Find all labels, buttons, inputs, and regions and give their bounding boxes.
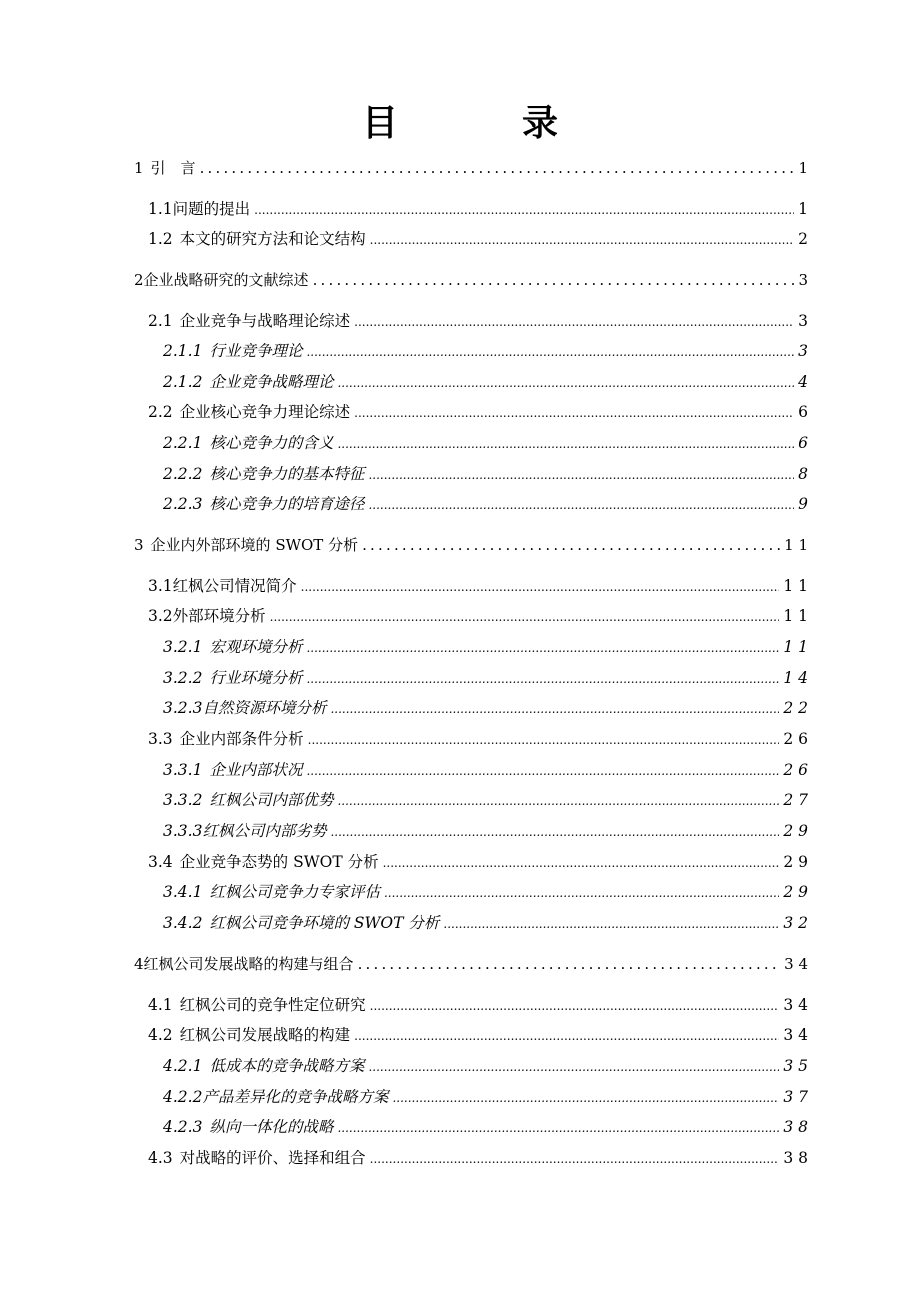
toc-entry-title: 企业内部条件分析 (179, 730, 304, 748)
toc-dot-leader (270, 604, 780, 630)
toc-entry-page: 3 7 (783, 1088, 808, 1106)
toc-entry[interactable] (134, 267, 808, 293)
toc-entry[interactable] (134, 532, 808, 558)
toc-entry[interactable] (163, 1053, 808, 1079)
toc-entry-title: 企业核心竞争力理论综述 (179, 403, 351, 421)
toc-entry-number: 4.2 (148, 1026, 173, 1044)
toc-entry-number: 1.2 (148, 230, 173, 248)
toc-dot-leader (368, 492, 794, 518)
toc-dot-leader (337, 788, 779, 814)
toc-entry[interactable] (148, 849, 808, 875)
toc-entry-title: 宏观环境分析 (209, 638, 303, 656)
toc-entry[interactable] (163, 461, 808, 487)
toc-entry-number: 2.2.3 (163, 495, 203, 513)
toc-entry-page: 1 (798, 159, 808, 177)
toc-entry-number: 4.1 (148, 996, 173, 1014)
toc-entry-title: 红枫公司的竞争性定位研究 (179, 996, 366, 1014)
toc-entry-page: 9 (798, 495, 808, 513)
toc-entry-title: 企业竞争战略理论 (209, 373, 334, 391)
toc-dot-leader (370, 1146, 780, 1172)
toc-entry-title: 红枫公司内部劣势 (202, 822, 327, 840)
toc-entry-number: 3.2.3 (163, 699, 203, 717)
toc-dot-leader (313, 267, 795, 293)
toc-entry[interactable] (163, 787, 808, 813)
toc-entry-page: 2 9 (783, 822, 808, 840)
toc-entry-number: 3.3.3 (163, 822, 203, 840)
toc-entry-title: 红枫公司竞争力专家评估 (209, 883, 380, 901)
toc-entry[interactable] (163, 879, 808, 905)
toc-entry-page: 2 6 (783, 761, 808, 779)
toc-entry-number: 2.1.1 (163, 342, 203, 360)
toc-dot-leader (306, 666, 779, 692)
toc-entry-title: 核心竞争力的含义 (209, 434, 334, 452)
toc-entry-number: 3.2.1 (163, 638, 203, 656)
toc-entry-number: 4.2.3 (163, 1118, 203, 1136)
toc-entry[interactable] (148, 992, 808, 1018)
toc-entry-title: 引 言 (150, 159, 196, 177)
toc-entry[interactable] (163, 757, 808, 783)
toc-entry-title: 红枫公司竞争环境的 SWOT 分析 (209, 914, 440, 932)
toc-entry-page: 1 1 (784, 536, 808, 554)
toc-entry-title: 企业竞争态势的 SWOT 分析 (179, 853, 379, 871)
toc-entry-page: 1 (798, 200, 808, 218)
toc-entry[interactable] (163, 634, 808, 660)
toc-entry-title: 问题的提出 (172, 200, 251, 218)
page-title: 目 录 (361, 103, 602, 144)
toc-entry-title: 红枫公司发展战略的构建与组合 (143, 955, 354, 973)
toc-entry[interactable] (163, 818, 808, 844)
toc-entry-page: 3 (798, 271, 808, 289)
toc-entry-title: 红枫公司发展战略的构建 (179, 1026, 351, 1044)
toc-entry-page: 3 4 (783, 1026, 808, 1044)
toc-entry-title: 行业竞争理论 (209, 342, 303, 360)
toc-entry[interactable] (148, 226, 808, 252)
toc-entry-number: 3.3 (148, 730, 173, 748)
toc-entry-title: 核心竞争力的培育途径 (209, 495, 365, 513)
toc-entry-title: 企业竞争与战略理论综述 (179, 312, 351, 330)
toc-entry-number: 1.1 (148, 200, 173, 218)
toc-entry-number: 3.4.1 (163, 883, 203, 901)
toc-entry[interactable] (163, 665, 808, 691)
toc-dot-leader (368, 462, 794, 488)
toc-entry-title: 行业环境分析 (209, 669, 303, 687)
toc-entry-title: 对战略的评价、选择和组合 (179, 1149, 366, 1167)
toc-entry-number: 2.1 (148, 312, 173, 330)
toc-entry-number: 2 (134, 271, 144, 289)
toc-entry-number: 3.3.1 (163, 761, 203, 779)
toc-entry-page: 2 7 (783, 791, 808, 809)
toc-entry-number: 4.2.2 (163, 1088, 203, 1106)
toc-entry-page: 2 9 (783, 883, 808, 901)
toc-dot-leader (306, 339, 794, 365)
toc-dot-leader (337, 431, 794, 457)
toc-dot-leader (370, 993, 780, 1019)
toc-entry-title: 红枫公司内部优势 (209, 791, 334, 809)
toc-entry[interactable] (163, 910, 808, 936)
toc-dot-leader (254, 197, 794, 223)
toc-dot-leader (368, 1054, 779, 1080)
toc-entry-title: 纵向一体化的战略 (209, 1118, 334, 1136)
toc-entry-number: 2.2.1 (163, 434, 203, 452)
toc-entry-page: 1 1 (783, 607, 808, 625)
toc-entry[interactable] (148, 308, 808, 334)
toc-entry-title: 企业战略研究的文献综述 (143, 271, 309, 289)
toc-entry[interactable] (163, 369, 808, 395)
toc-entry-number: 4 (134, 955, 144, 973)
toc-entry-number: 3.4 (148, 853, 173, 871)
toc-entry-title: 外部环境分析 (172, 607, 266, 625)
toc-entry[interactable] (163, 338, 808, 364)
toc-entry[interactable] (148, 1022, 808, 1048)
toc-dot-leader (392, 1085, 779, 1111)
toc-entry-page: 2 2 (783, 699, 808, 717)
toc-entry-page: 3 4 (784, 955, 808, 973)
toc-entry-page: 3 (798, 312, 808, 330)
toc-dot-leader (443, 911, 779, 937)
toc-entry-number: 2.2 (148, 403, 173, 421)
toc-entry-page: 2 6 (783, 730, 808, 748)
toc-entry[interactable] (163, 430, 808, 456)
toc-entry-page: 2 9 (783, 853, 808, 871)
toc-entry-title: 本文的研究方法和论文结构 (179, 230, 366, 248)
toc-entry-page: 3 8 (783, 1118, 808, 1136)
toc-dot-leader (337, 1115, 779, 1141)
toc-dot-leader (358, 951, 781, 977)
toc-entry-page: 6 (798, 434, 808, 452)
toc-dot-leader (308, 727, 780, 753)
toc-entry-page: 3 4 (783, 996, 808, 1014)
toc-entry[interactable] (148, 399, 808, 425)
toc-dot-leader (337, 370, 794, 396)
toc-entry-page: 3 5 (783, 1057, 808, 1075)
toc-dot-leader (306, 635, 779, 661)
toc-dot-leader (370, 227, 794, 253)
toc-dot-leader (384, 880, 779, 906)
toc-dot-leader (330, 696, 779, 722)
toc-entry-page: 3 2 (783, 914, 808, 932)
toc-dot-leader (330, 819, 779, 845)
toc-entry-title: 产品差异化的竞争战略方案 (202, 1088, 389, 1106)
toc-dot-leader (200, 155, 795, 181)
toc-entry[interactable] (134, 155, 808, 181)
toc-entry[interactable] (134, 951, 808, 977)
toc-entry-number: 4.3 (148, 1149, 173, 1167)
toc-entry-number: 3.2.2 (163, 669, 203, 687)
toc-dot-leader (354, 1023, 779, 1049)
toc-entry-title: 低成本的竞争战略方案 (209, 1057, 365, 1075)
toc-entry-number: 3 (134, 536, 144, 554)
toc-dot-leader (383, 850, 780, 876)
toc-entry-page: 1 1 (783, 638, 808, 656)
toc-entry-page: 2 (798, 230, 808, 248)
toc-entry[interactable] (163, 695, 808, 721)
toc-entry-page: 1 4 (783, 669, 808, 687)
toc-dot-leader (354, 400, 794, 426)
toc-entry-number: 3.2 (148, 607, 173, 625)
toc-entry-number: 1 (134, 159, 144, 177)
toc-entry-page: 6 (798, 403, 808, 421)
toc-entry[interactable] (163, 491, 808, 517)
toc-entry[interactable] (148, 603, 808, 629)
toc-entry-number: 2.2.2 (163, 465, 203, 483)
toc-dot-leader (354, 309, 794, 335)
toc-entry-page: 1 1 (783, 577, 808, 595)
toc-entry-page: 3 (798, 342, 808, 360)
toc-entry-title: 核心竞争力的基本特征 (209, 465, 365, 483)
toc-entry-title: 企业内外部环境的 SWOT 分析 (150, 536, 359, 554)
toc-entry-title: 自然资源环境分析 (202, 699, 327, 717)
toc-entry[interactable] (163, 1084, 808, 1110)
toc-dot-leader (362, 532, 780, 558)
toc-entry-title: 企业内部状况 (209, 761, 303, 779)
toc-entry-number: 3.1 (148, 577, 173, 595)
toc-entry-page: 8 (798, 465, 808, 483)
toc-entry-number: 2.1.2 (163, 373, 203, 391)
toc-entry[interactable] (148, 1145, 808, 1171)
toc-entry[interactable] (148, 573, 808, 599)
toc-entry[interactable] (148, 196, 808, 222)
toc-entry-title: 红枫公司情况简介 (172, 577, 297, 595)
toc-entry-number: 3.3.2 (163, 791, 203, 809)
toc-entry[interactable] (148, 726, 808, 752)
toc-entry-number: 4.2.1 (163, 1057, 203, 1075)
toc-entry-number: 3.4.2 (163, 914, 203, 932)
toc-entry-page: 3 8 (783, 1149, 808, 1167)
toc-entry-page: 4 (798, 373, 808, 391)
toc-entry[interactable] (163, 1114, 808, 1140)
toc-dot-leader (301, 574, 780, 600)
toc-dot-leader (306, 758, 779, 784)
